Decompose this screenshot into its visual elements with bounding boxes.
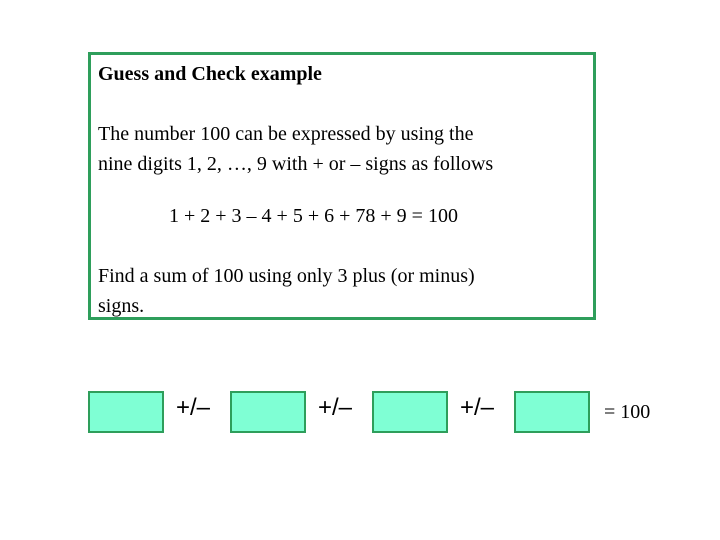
task-statement — [98, 261, 588, 321]
operator-2: +/– — [318, 394, 353, 421]
task-line-1: Find a sum of 100 using only 3 plus (or minus) — [98, 265, 475, 287]
task-line-2: signs. — [98, 295, 145, 317]
answer-box-1[interactable] — [88, 391, 164, 433]
example-equation: 1 + 2 + 3 – 4 + 5 + 6 + 78 + 9 = 100 — [169, 205, 458, 227]
problem-intro — [98, 119, 588, 179]
answer-box-2[interactable] — [230, 391, 306, 433]
problem-card — [88, 52, 596, 320]
intro-line-2: nine digits 1, 2, …, 9 with + or – signs as follows — [98, 153, 494, 175]
result-label: = 100 — [604, 401, 651, 423]
answer-box-3[interactable] — [372, 391, 448, 433]
problem-title: Guess and Check example — [98, 63, 322, 85]
answer-box-4[interactable] — [514, 391, 590, 433]
operator-1: +/– — [176, 394, 211, 421]
operator-3: +/– — [460, 394, 495, 421]
intro-line-1: The number 100 can be expressed by using the — [98, 123, 474, 145]
